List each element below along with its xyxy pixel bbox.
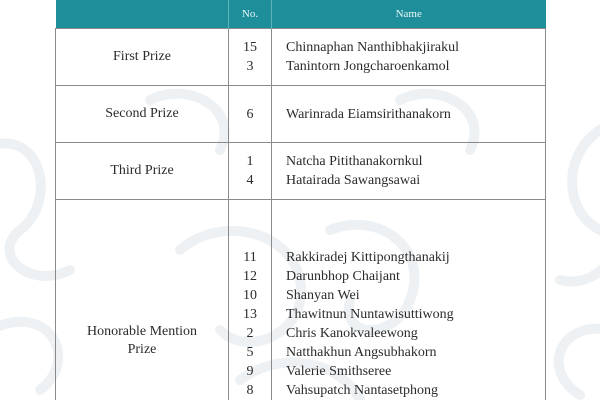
entry-number: 8 (246, 383, 254, 398)
entry-number: 13 (243, 307, 257, 322)
entry-number: 12 (243, 269, 257, 284)
table-row (56, 143, 546, 200)
winner-name: Natcha Pitithanakornkul (286, 154, 423, 169)
category-text: Third Prize (110, 163, 174, 178)
winner-names (272, 29, 546, 86)
winner-names (272, 200, 546, 400)
entry-number: 5 (246, 345, 254, 360)
table-row (56, 86, 546, 143)
winner-names (272, 86, 546, 143)
table-row (56, 29, 546, 86)
prize-category (56, 200, 229, 400)
entry-number: 15 (243, 40, 257, 55)
entry-numbers (229, 143, 272, 200)
winner-name: Valerie Smithseree (286, 364, 392, 379)
winner-name: Tanintorn Jongcharoenkamol (286, 59, 450, 74)
winner-name: Rakkiradej Kittipongthanakij (286, 250, 450, 265)
prize-category (56, 86, 229, 143)
results-table-container (55, 0, 545, 400)
category-text: Prize (127, 342, 157, 357)
winner-names (272, 143, 546, 200)
winner-name: Darunbhop Chaijant (286, 269, 400, 284)
winner-name: Hatairada Sawangsawai (286, 173, 421, 188)
winner-name: Shanyan Wei (286, 288, 360, 303)
prize-results-table (55, 0, 546, 400)
table-header-row (56, 0, 546, 29)
header-category-cell (56, 0, 229, 29)
entry-number: 3 (246, 59, 254, 74)
entry-numbers (229, 29, 272, 86)
winner-name: Chris Kanokvaleewong (286, 326, 418, 341)
category-text: Second Prize (105, 106, 179, 121)
prize-category (56, 29, 229, 86)
winner-name: Vahsupatch Nantasetphong (286, 383, 439, 398)
header-no: No. (229, 0, 272, 29)
header-name: Name (272, 0, 546, 29)
entry-number: 1 (246, 154, 254, 169)
winner-name: Thawitnun Nuntawisuttiwong (286, 307, 454, 322)
table-row (56, 200, 546, 400)
entry-number: 9 (246, 364, 254, 379)
winner-name: Chinnaphan Nanthibhakjirakul (286, 40, 460, 55)
entry-number: 11 (243, 250, 257, 265)
category-text: First Prize (113, 49, 171, 64)
category-text: Honorable Mention (86, 324, 198, 339)
winner-name: Natthakhun Angsubhakorn (286, 345, 437, 360)
winner-name: Warinrada Eiamsirithanakorn (286, 106, 451, 122)
entry-number: 2 (246, 326, 254, 341)
entry-number: 10 (243, 288, 257, 303)
entry-numbers (229, 200, 272, 400)
entry-number: 4 (246, 173, 254, 188)
entry-number: 6 (246, 106, 254, 122)
entry-numbers (229, 86, 272, 143)
prize-category (56, 143, 229, 200)
